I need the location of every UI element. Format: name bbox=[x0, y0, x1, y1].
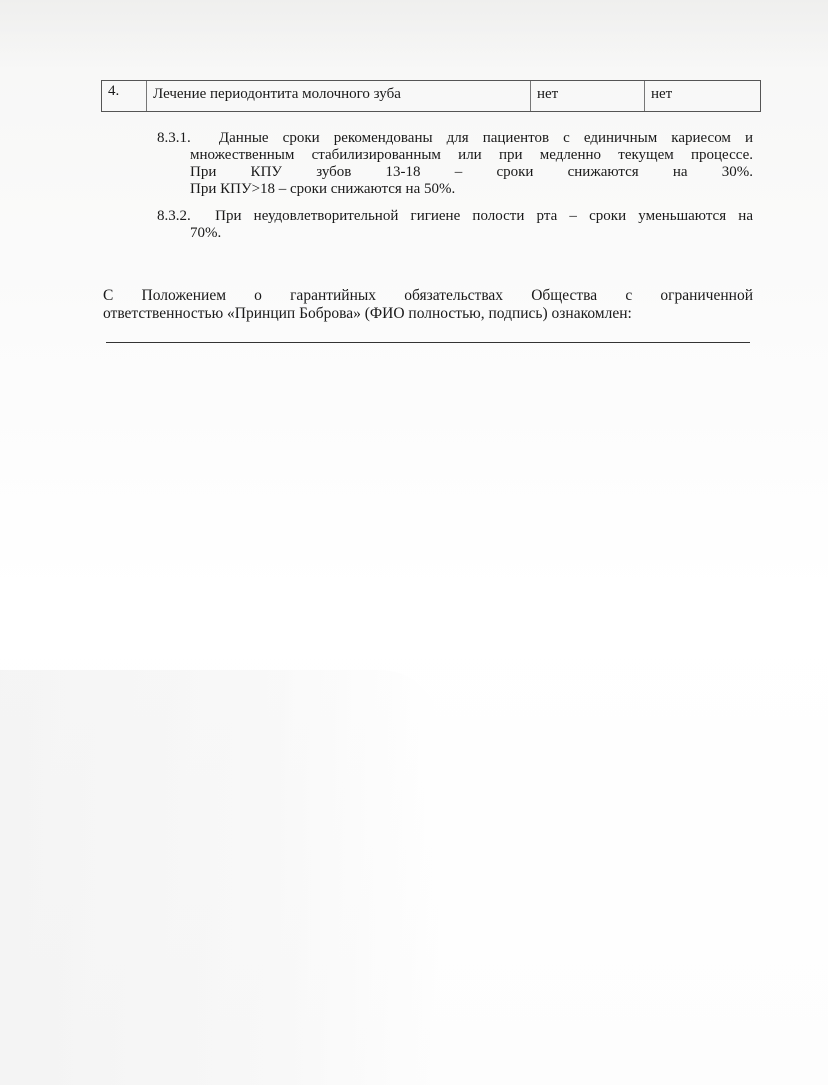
paragraph-8-3-1-line-1: Данные сроки рекомендованы для пациентов с единичным кариесом и bbox=[218, 130, 754, 146]
paragraph-8-3-2-line-1: При неудовлетворительной гигиене полости рта – сроки уменьшаются на bbox=[215, 208, 753, 224]
paragraph-8-3-1-first-line bbox=[157, 130, 753, 147]
acknowledgement-line-1: С Положением о гарантийных обязательствах Общества с ограниченной bbox=[103, 287, 753, 304]
paragraph-8-3-2-line-2: 70%. bbox=[190, 225, 222, 241]
table-cell-value-1: нет bbox=[531, 81, 645, 111]
acknowledgement-statement bbox=[103, 287, 753, 323]
paragraph-8-3-2-label: 8.3.2. bbox=[157, 208, 191, 224]
paragraph-8-3-1 bbox=[157, 130, 753, 198]
paragraph-8-3-2-first-line bbox=[157, 208, 753, 225]
table-cell-number: 4. bbox=[102, 81, 147, 111]
warranty-table-row bbox=[101, 80, 761, 112]
table-cell-service-name: Лечение периодонтита молочного зуба bbox=[147, 81, 531, 111]
paragraph-8-3-1-line-3: При КПУ зубов 13-18 – сроки снижаются на 30%. bbox=[190, 164, 753, 180]
acknowledgement-line-2: ответственностью «Принцип Боброва» (ФИО полностью, подпись) ознакомлен: bbox=[103, 305, 632, 322]
page-shadow bbox=[0, 670, 440, 1085]
paragraph-8-3-1-label: 8.3.1. bbox=[157, 130, 191, 146]
page-top-shadow bbox=[0, 0, 828, 70]
table-cell-value-2: нет bbox=[651, 86, 673, 102]
paragraph-8-3-1-line-4: При КПУ>18 – сроки снижаются на 50%. bbox=[190, 181, 456, 197]
paragraph-8-3-1-line-2: множественным стабилизированным или при медленно текущем процессе. bbox=[190, 147, 753, 163]
signature-line[interactable] bbox=[106, 342, 750, 343]
paragraph-8-3-2 bbox=[157, 208, 753, 242]
